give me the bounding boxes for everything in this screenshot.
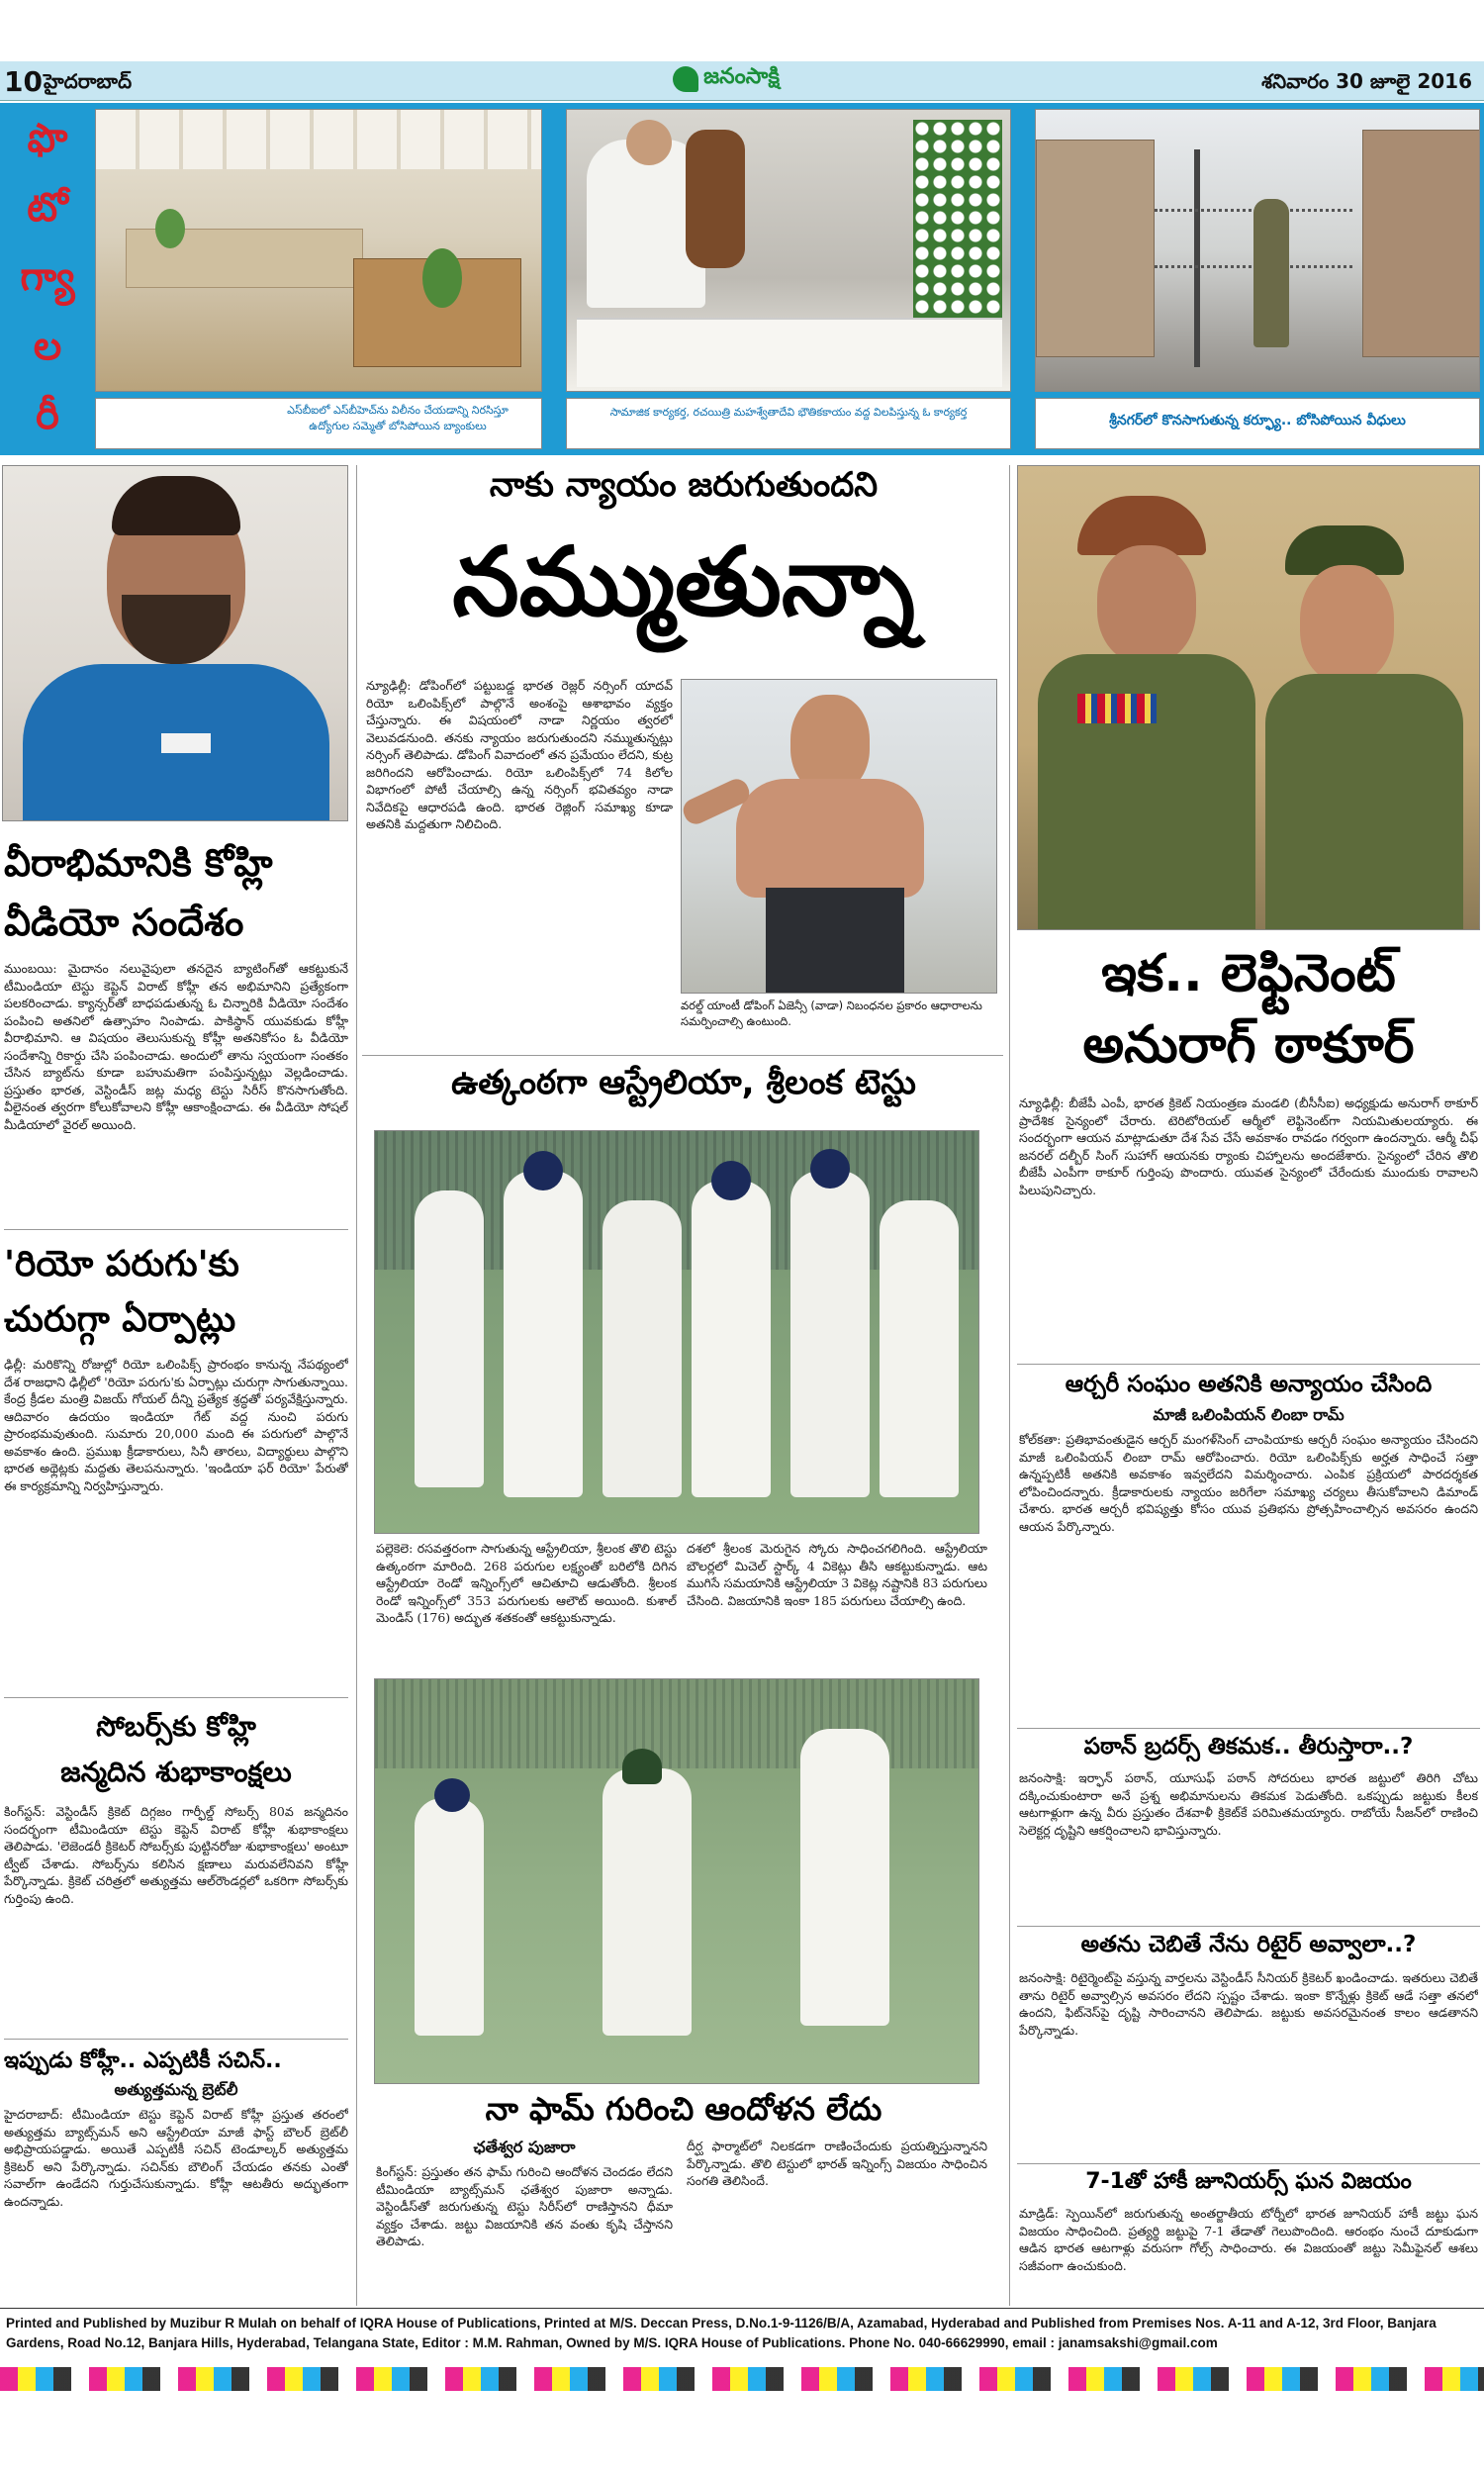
gallery-caption-curfew: శ్రీనగర్‌లో కొనసాగుతున్న కర్ఫ్యూ.. బోసిపోయిన వీధులు [1035, 398, 1480, 449]
color-registration-bar [0, 2367, 1484, 2391]
srilanka-article-body-1: పల్లెకెలె: రసవత్తరంగా సాగుతున్న ఆస్ట్రేలియా, శ్రీలంక తొలి టెస్టు ఉత్కంఠగా మారింది. 268 పరుగుల లక్ష్యంతో బరిలోకి దిగిన ఆస్ట్రేలియా రెండో ఇన్నింగ్స్‌లో ఆచితూచి ఆడుతోంది. శ్రీలంక రెండో ఇన్నింగ్స్‌లో 353 పరుగులకు ఆలౌట్ అయింది. కుశాల్ మెండిస్ (176) అద్భుత శతకంతో ఆకట్టుకున్నాడు. [376, 1541, 677, 1625]
city-label: హైదరాబాద్ [44, 69, 133, 93]
divider [1017, 1364, 1480, 1365]
divider [4, 2039, 348, 2040]
pathan-headline: పఠాన్ బ్రదర్స్ తికమక.. తీరుస్తారా..? [1083, 1734, 1414, 1760]
narsingh-article-body: న్యూఢిల్లీ: డోపింగ్‌లో పట్టుబడ్డ భారత రెజ్లర్ నర్సింగ్ యాదవ్ రియో ఒలింపిక్స్‌లో పాల్గొనే అంశంపై ఆశాభావం వ్యక్తం చేస్తున్నారు. ఈ విషయంలో నాడా నిర్ణయం త్వరలో వెలువడనుంది. తనకు న్యాయం జరుగుతుందని నమ్ముతున్నట్లు నర్సింగ్ తెలిపాడు. డోపింగ్ వివాదంలో తన ప్రమేయం లేదని, కుట్ర జరిగిందని ఆరోపించాడు. రియో ఒలింపిక్స్‌లో 74 కిలోల విభాగంలో పోటీ చేయాల్సి ఉన్న నర్సింగ్ భవితవ్యం నాడా నివేదికపై ఆధారపడి ఉంది. భారత రెజ్లింగ్ సమాఖ్య కూడా అతనికి మద్దతుగా నిలిచింది. [366, 678, 673, 831]
narsingh-photo [681, 679, 997, 994]
gallery-title-part: ఫొ [27, 116, 68, 161]
thakur-headline-line: ఇక.. లెఫ్టినెంట్ [1101, 944, 1396, 1003]
thakur-army-photo [1017, 465, 1480, 930]
kohli-headline-line: వీడియో సందేశం [4, 901, 244, 944]
archery-headline: ఆర్చరీ సంఘం అతనికి అన్యాయం చేసింది [1065, 1372, 1433, 1397]
srilanka-article-body-2: దశలో శ్రీలంక మెరుగైన స్కోరు సాధించగలిగింది. ఆస్ట్రేలియా బౌలర్లలో మిచెల్ స్టార్క్ 4 వికెట్లు తీసి ఆకట్టుకున్నాడు. ఆట ముగిసే సమయానికి ఆస్ట్రేలియా 3 వికెట్ల నష్టానికి 83 పరుగులు చేసింది. విజయానికి ఇంకా 185 పరుగులు చేయాల్సి ఉంది. [687, 1541, 987, 1608]
gallery-title-part: గ్యా [20, 254, 75, 300]
page-header [0, 61, 1484, 101]
sachin-headline: ఇప్పుడు కోహ్లీ.. ఎప్పటికీ సచిన్.. [4, 2048, 282, 2073]
retire-headline: అతను చెబితే నేను రిటైర్ అవ్వాలా..? [1080, 1932, 1417, 1957]
thakur-headline-line: అనురాగ్ ఠాకూర్ [1082, 1015, 1415, 1075]
divider [4, 1697, 348, 1698]
srilanka-team-photo [374, 1130, 979, 1534]
masthead [673, 64, 780, 98]
column-divider [1009, 465, 1010, 2306]
gallery-photo-mourning [566, 109, 1011, 392]
pujara-headline: నా ఫామ్ గురించి ఆందోళన లేదు [485, 2090, 882, 2128]
archery-subheadline: మాజీ ఒలింపియన్ లింబా రామ్ [1153, 1405, 1345, 1424]
rio-headline-line: చురుగ్గా ఏర్పాట్లు [4, 1299, 236, 1340]
pujara-article-body-2: దీర్ఘ ఫార్మాట్‌లో నిలకడగా రాణించేందుకు ప్రయత్నిస్తున్నానని పేర్కొన్నాడు. తొలి టెస్టులో భారత్ ఇన్నింగ్స్ విజయం సాధించిన సంగతి తెలిసిందే. [687, 2139, 987, 2188]
cricket-action-photo [374, 1678, 979, 2084]
sachin-article-body: హైదరాబాద్: టీమిండియా టెస్టు కెప్టెన్ విరాట్ కోహ్లీ ప్రస్తుత తరంలో అత్యుత్తమ బ్యాట్స్‌మన్ అని ఆస్ట్రేలియా మాజీ ఫాస్ట్ బౌలర్ బ్రెట్‌లీ అభిప్రాయపడ్డాడు. అయితే ఎప్పటికీ సచిన్ టెండూల్కర్ అత్యుత్తమ క్రికెటర్ అని పేర్కొన్నాడు. సచిన్‌కు బౌలింగ్ చేయడం తనకు ఎంతో సవాల్‌గా ఉండేదని గుర్తుచేసుకున్నాడు. కోహ్లీ ఆటతీరు అద్భుతంగా ఉందన్నాడు. [4, 2107, 348, 2209]
rio-headline [4, 1237, 348, 1348]
footer-rule [0, 2308, 1484, 2309]
hockey-headline: 7-1తో హాకీ జూనియర్స్ ఘన విజయం [1085, 2169, 1412, 2194]
sobers-headline-line: సోబర్స్‌కు కోహ్లి [96, 1710, 256, 1743]
divider [1017, 2163, 1480, 2164]
narsingh-headline: నమ్ముతున్నా [452, 526, 915, 637]
pujara-article-body-1: కింగ్‌స్టన్: ప్రస్తుతం తన ఫామ్ గురించి ఆందోళన చెందడం లేదని టీమిండియా బ్యాట్స్‌మన్ ఛతేశ్వర పుజారా అన్నాడు. వెస్టిండీస్‌తో జరుగుతున్న టెస్టు సిరీస్‌లో రాణిస్తానని ధీమా వ్యక్తం చేశాడు. జట్టు విజయానికి తన వంతు కృషి చేస్తానని తెలిపాడు. [376, 2164, 673, 2248]
archery-article-body: కోల్‌కతా: ప్రతిభావంతుడైన ఆర్చర్ మంగళ్‌సింగ్ చాంపియాకు ఆర్చరీ సంఘం అన్యాయం చేసిందని మాజీ ఒలింపియన్ లింబా రామ్ ఆరోపించారు. రియో ఒలింపిక్స్‌కు అర్హత సాధించే సత్తా ఉన్నప్పటికీ అతనికి అవకాశం ఇవ్వలేదని విమర్శించారు. ఎంపిక ప్రక్రియలో పారదర్శకత లోపించిందన్నారు. క్రీడాకారులకు న్యాయం జరిగేలా సమాఖ్య చర్యలు తీసుకోవాలని డిమాండ్ చేశారు. భారత ఆర్చరీ భవిష్యత్తు కోసం యువ ప్రతిభను ప్రోత్సహించాల్సిన అవసరం ఉందని ఆయన పేర్కొన్నారు. [1019, 1432, 1478, 1534]
sachin-subheadline: అత్యుత్తమన్న బ్రెట్‌లీ [114, 2080, 238, 2099]
retire-article-body: జనంసాక్షి: రిటైర్మెంట్‌పై వస్తున్న వార్తలను వెస్టిండీస్ సీనియర్ క్రికెటర్ ఖండించాడు. ఇతరులు చెబితే తాను రిటైర్ అవ్వాల్సిన అవసరం లేదని స్పష్టం చేశాడు. ఇంకా కొన్నేళ్లు క్రికెట్ ఆడే సత్తా తనలో ఉందని, ఫిట్‌నెస్‌పై దృష్టి సారించానని తెలిపాడు. జట్టుకు అవసరమైనంత కాలం ఆడతానని పేర్కొన్నాడు. [1019, 1970, 1478, 2038]
imprint-line: Printed and Published by Muzibur R Mulah on behalf of IQRA House of Publications, Printed at M/S. Deccan Press, D.No.1-9-1126/B/A, Azamabad, Hyderabad and Published from Premises Nos. A-11 and A-12, 3rd Floor, Banjara Gardens, Road No.12, Banjara Hills, Hyderabad, Telangana State, Editor : M.M. Rahman, Owned by M/S. IQRA House of Publications. Phone No. 040-66629990, email : janamsakshi@gmail.com [6, 2316, 1437, 2350]
narsingh-photo-caption: వరల్డ్ యాంటీ డోపింగ్ ఏజెన్సీ (వాడా) నిబంధనల ప్రకారం ఆధారాలను సమర్పించాల్సి ఉంటుంది. [681, 999, 982, 1028]
issue-date: శనివారం 30 జూలై 2016 [1261, 69, 1472, 93]
srilanka-headline: ఉత్కంఠగా ఆస్ట్రేలియా, శ్రీలంక టెస్టు [451, 1063, 916, 1102]
pathan-article-body: జనంసాక్షి: ఇర్ఫాన్ పఠాన్, యూసుఫ్ పఠాన్ సోదరులు భారత జట్టులో తిరిగి చోటు దక్కించుకుంటారా అనే ప్రశ్న అభిమానులను తికమక పెడుతోంది. ఒకప్పుడు జట్టుకు కీలక ఆటగాళ్లుగా ఉన్న వీరు ప్రస్తుతం దేశవాళీ క్రికెట్‌కే పరిమితమయ్యారు. రాబోయే సీజన్‌లో రాణించి సెలెక్టర్ల దృష్టిని ఆకర్షించాలని భావిస్తున్నారు. [1019, 1770, 1478, 1838]
hockey-article-body: మాడ్రిడ్: స్పెయిన్‌లో జరుగుతున్న అంతర్జాతీయ టోర్నీలో భారత జూనియర్ హాకీ జట్టు ఘన విజయం సాధించింది. ప్రత్యర్థి జట్టుపై 7-1 తేడాతో గెలుపొందింది. ఆరంభం నుంచే దూకుడుగా ఆడిన భారత ఆటగాళ్లు వరుసగా గోల్స్ సాధించారు. ఈ విజయంతో జట్టు సెమీఫైనల్ ఆశలు సజీవంగా ఉంచుకుంది. [1019, 2206, 1478, 2273]
masthead-title: జనంసాక్షి [703, 64, 780, 89]
page-number: 10 [4, 65, 43, 98]
divider [1017, 1926, 1480, 1927]
sobers-headline [4, 1704, 348, 1795]
sobers-headline-line: జన్మదిన శుభాకాంక్షలు [60, 1756, 292, 1788]
gallery-caption-bank: ఎస్‌బీఐలో ఎస్‌బీహెచ్‌ను విలీనం చేయడాన్ని నిరసిస్తూ ఉద్యోగుల సమ్మెతో బోసిపోయిన బ్యాంకులు [95, 398, 542, 449]
kohli-article-body: ముంబయి: మైదానం నలువైపులా తనదైన బ్యాటింగ్‌తో ఆకట్టుకునే టీమిండియా టెస్టు కెప్టెన్ విరాట్ కోహ్లీ తన అభిమానిని ప్రత్యేకంగా పలకరించాడు. క్యాన్సర్‌తో బాధపడుతున్న ఓ చిన్నారికి వీడియో సందేశం పంపించి అతనిలో ఉత్సాహం నింపాడు. పాకిస్థాన్ యువకుడు కోహ్లీ వీరాభిమాని. ఆ విషయం తెలుసుకున్న కోహ్లీ అతనికోసం ఓ వీడియో సందేశాన్ని రికార్డు చేసి పంపించాడు. అందులో తాను స్వయంగా సంతకం చేసిన బ్యాట్‌ను కూడా బహుమతిగా పంపిస్తున్నట్లు వెల్లడించాడు. ప్రస్తుతం భారత, వెస్టిండీస్ జట్ల మధ్య టెస్టు సిరీస్ కొనసాగుతోంది. వీలైనంత త్వరగా కోలుకోవాలని కోహ్లీ ఆకాంక్షించాడు. ఈ వీడియో సోషల్ మీడియాలో వైరల్ అయింది. [4, 961, 348, 1132]
photo-gallery [0, 103, 1484, 455]
masthead-logo-icon [673, 66, 698, 92]
kohli-headline-line: వీరాభిమానికి కోహ్లి [4, 841, 273, 885]
gallery-photo-bank [95, 109, 542, 392]
thakur-headline [1017, 938, 1480, 1081]
gallery-photo-curfew [1035, 109, 1480, 392]
gallery-title-part: టో [27, 185, 68, 231]
sobers-article-body: కింగ్‌స్టన్: వెస్టిండీస్ క్రికెట్ దిగ్గజం గార్ఫీల్డ్ సోబర్స్ 80వ జన్మదినం సందర్భంగా టీమిండియా టెస్టు కెప్టెన్ విరాట్ కోహ్లీ శుభాకాంక్షలు తెలిపాడు. 'లెజెండరీ క్రికెటర్ సోబర్స్‌కు పుట్టినరోజు శుభాకాంక్షలు' అంటూ ట్వీట్ చేశాడు. సోబర్స్‌ను కలిసిన క్షణాలు మరువలేనివని కోహ్లీ పేర్కొన్నాడు. క్రికెట్ చరిత్రలో అత్యుత్తమ ఆల్‌రౌండర్లలో ఒకరిగా సోబర్స్‌కు గుర్తింపు ఉంది. [4, 1804, 348, 1906]
pujara-subheadline: ఛతేశ్వర పుజారా [473, 2138, 576, 2156]
gallery-caption-mourning: సామాజిక కార్యకర్త, రచయిత్రి మహశ్వేతాదేవి భౌతికకాయం వద్ద విలపిస్తున్న ఓ కార్యకర్త [566, 398, 1011, 449]
gallery-title-part: రీ [36, 393, 59, 438]
kohli-headline [4, 833, 348, 952]
gallery-vertical-title [2, 109, 93, 455]
column-divider [356, 465, 357, 2306]
rio-article-body: ఢిల్లీ: మరికొన్ని రోజుల్లో రియో ఒలింపిక్స్ ప్రారంభం కానున్న నేపథ్యంలో దేశ రాజధాని ఢిల్లీలో 'రియో పరుగు'కు ఏర్పాట్లు చురుగ్గా సాగుతున్నాయి. కేంద్ర క్రీడల మంత్రి విజయ్ గోయల్ దీన్ని ప్రత్యేక శ్రద్ధతో పర్యవేక్షిస్తున్నారు. ఆదివారం ఉదయం ఇండియా గేట్ వద్ద నుంచి పరుగు ప్రారంభమవుతుంది. సుమారు 20,000 మంది ఈ పరుగులో పాల్గొనే అవకాశం ఉంది. ప్రముఖ క్రీడాకారులు, సినీ తారలు, విద్యార్థులు పాల్గొని భారత అథ్లెట్లకు మద్దతు తెలపనున్నారు. 'ఇండియా ఫర్ రియో' పేరుతో ఈ కార్యక్రమాన్ని నిర్వహిస్తున్నారు. [4, 1357, 348, 1493]
narsingh-kicker: నాకు న్యాయం జరుగుతుందని [489, 465, 879, 505]
kohli-photo [2, 465, 348, 821]
thakur-article-body: న్యూఢిల్లీ: బీజేపీ ఎంపీ, భారత క్రికెట్ నియంత్రణ మండలి (బీసీసీఐ) అధ్యక్షుడు అనురాగ్ ఠాకూర్ ప్రాదేశిక సైన్యంలో చేరారు. టెరిటోరియల్ ఆర్మీలో లెఫ్టినెంట్‌గా నియమితులయ్యారు. ఈ సందర్భంగా ఆయన మాట్లాడుతూ దేశ సేవ చేసే అవకాశం రావడం గర్వంగా ఉందన్నారు. ఆర్మీ చీఫ్ జనరల్ దల్బీర్ సింగ్ సుహాగ్ ఆయనకు ర్యాంకు చిహ్నాలను అందజేశారు. సైన్యంలో చేరిన తొలి బీజేపీ ఎంపీగా ఠాకూర్ గుర్తింపు పొందారు. యువత సైన్యంలో చేరేందుకు ముందుకు రావాలని పిలుపునిచ్చారు. [1019, 1095, 1478, 1197]
divider [362, 1055, 1003, 1056]
divider [1017, 1728, 1480, 1729]
divider [4, 1229, 348, 1230]
rio-headline-line: 'రియో పరుగు'కు [4, 1244, 239, 1285]
gallery-title-part: ల [33, 324, 62, 369]
